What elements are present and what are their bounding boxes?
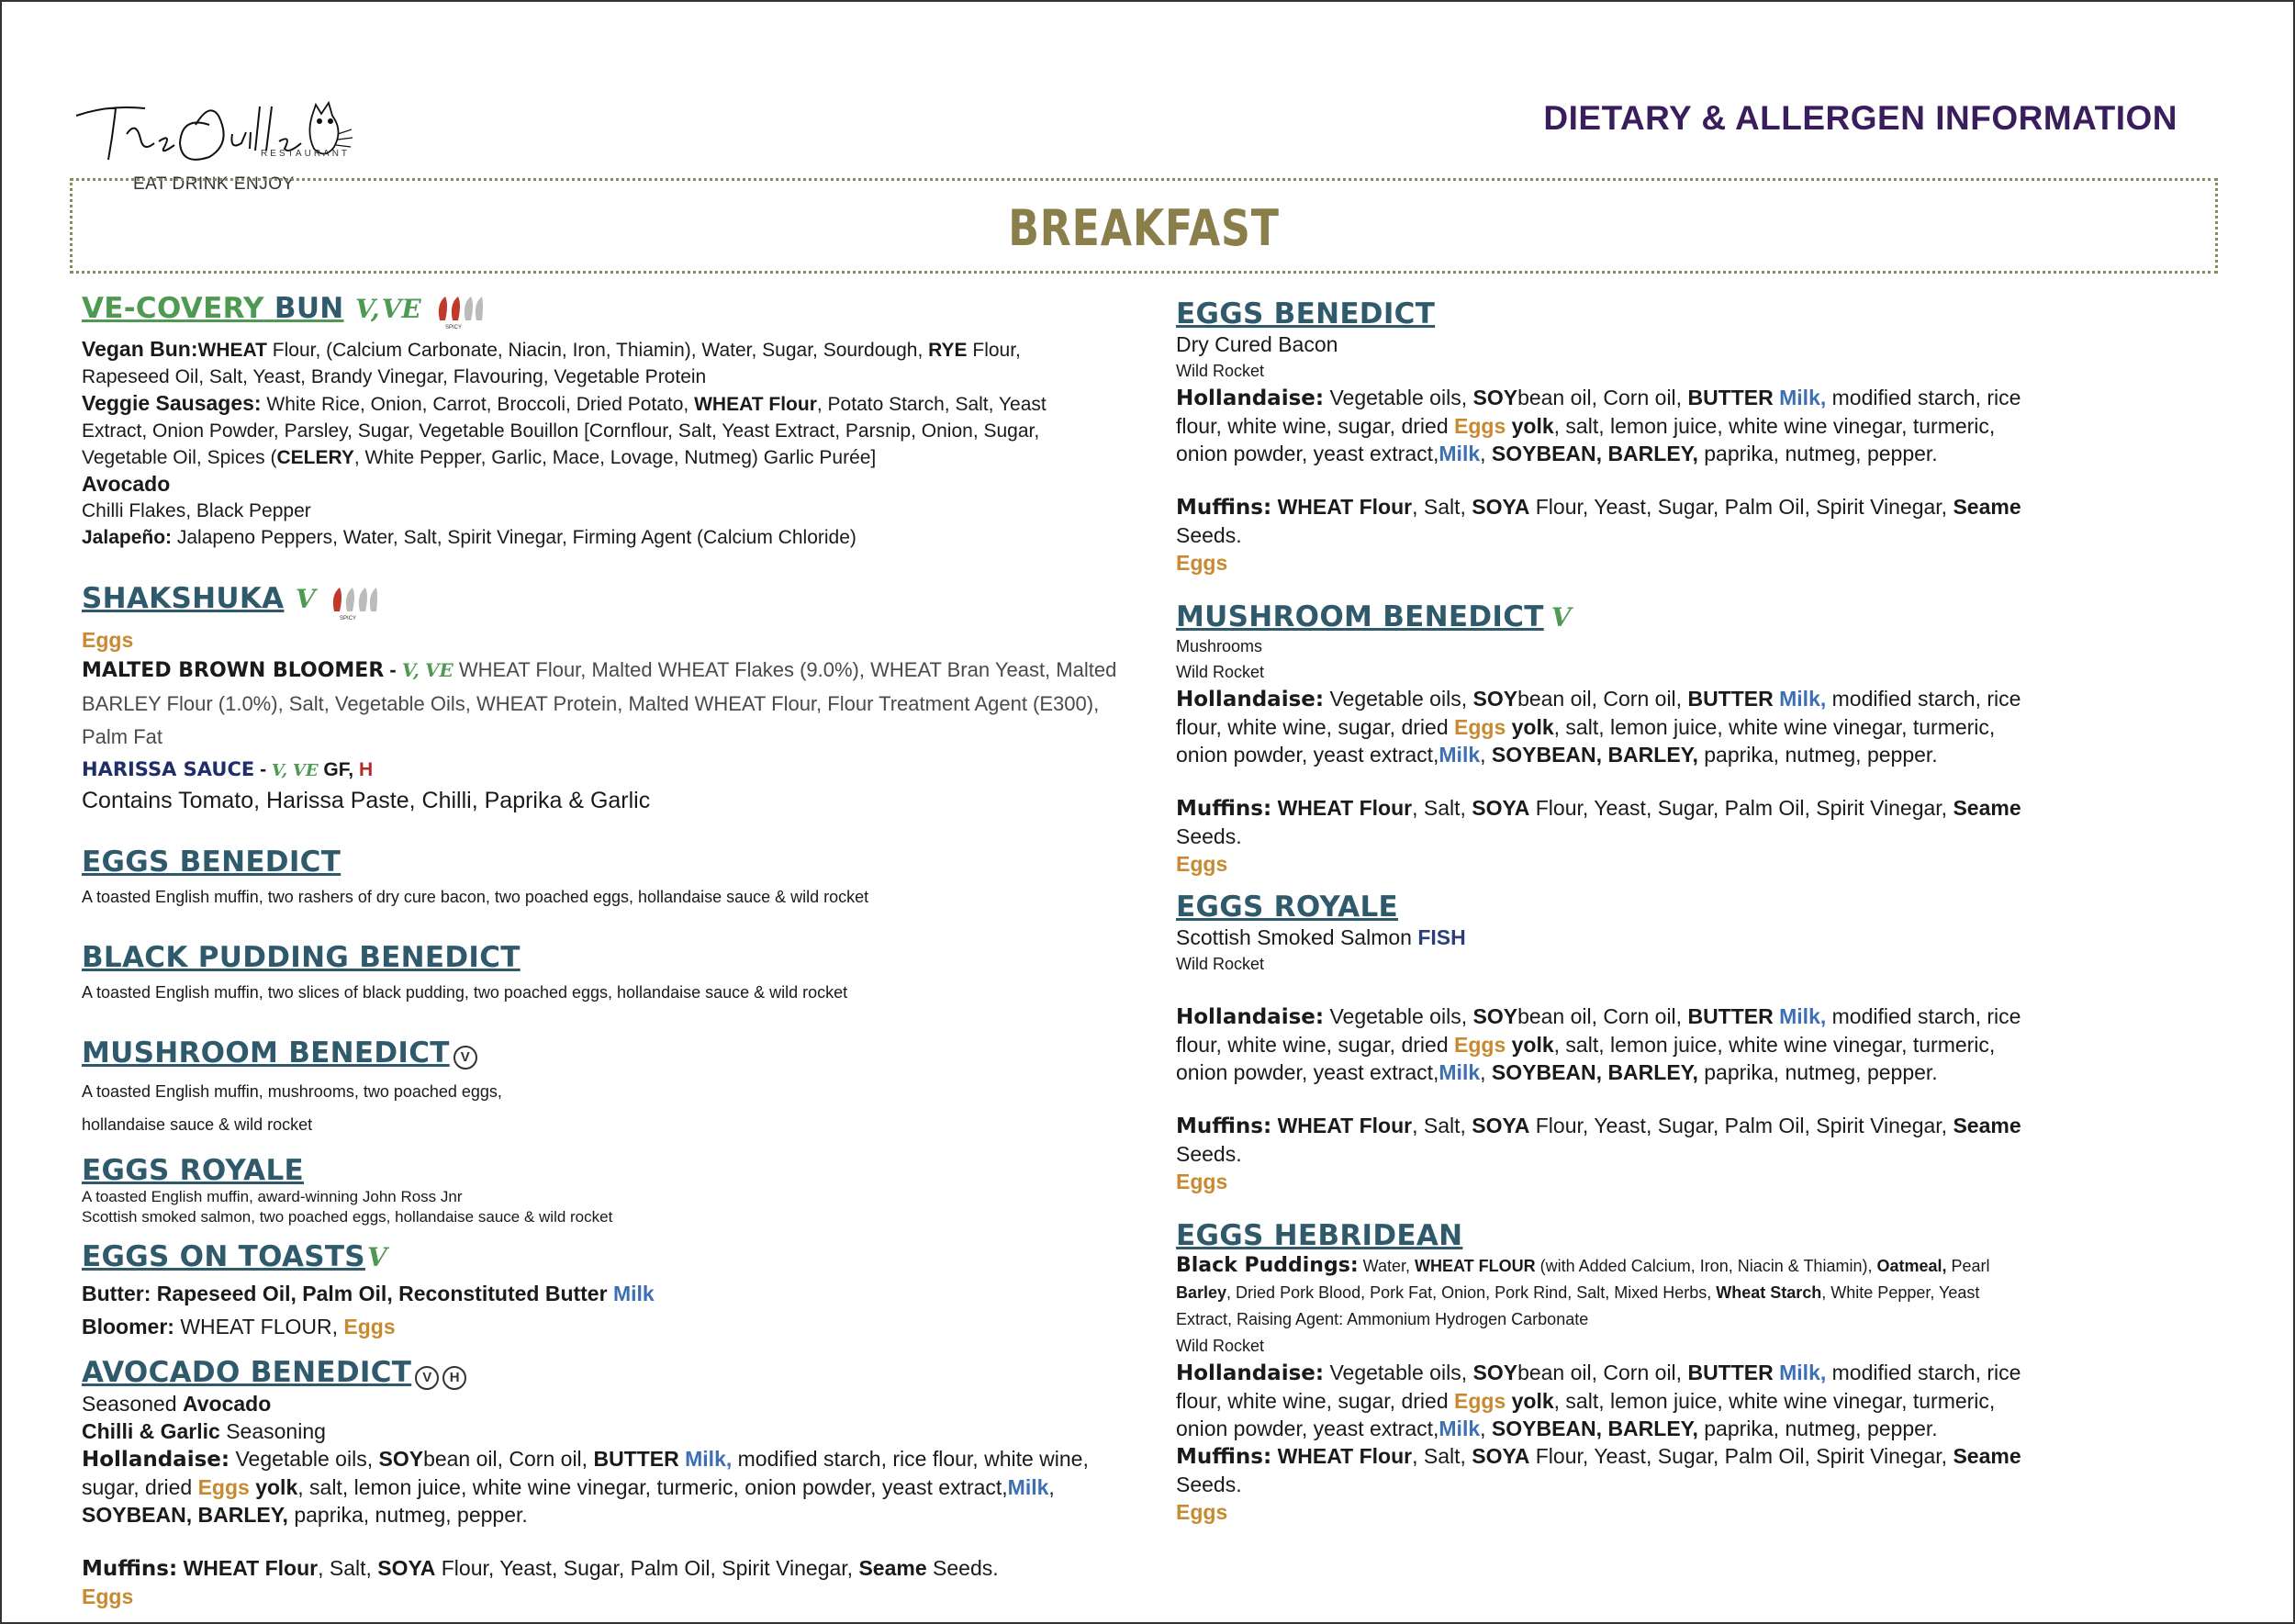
logo-subtext: RESTAURANT: [261, 149, 351, 159]
vegetarian-icon: V: [366, 1242, 387, 1273]
dish-title: VE-COVERY BUN: [82, 292, 344, 325]
dish-eggs-hebridean-allergens: EGGS HEBRIDEAN Black Puddings: Water, WHEAT FLOUR (with Added Calcium, Iron, Niacin & Thiamin), Oatmeal, Pearl Barley, Dried Pork Blood, Pork Fat, Onion, Pork Rind, Salt, Mixed Herbs, Wheat Starch, White Pepper, Yeast Extract, Raising Agent: Ammonium Hydrogen Carbonate Wild Rocket Hollandaise: Vegetable oils, SOYbean oil, Corn oil, BUTTER Milk, modified starch, rice flour, white wine, sugar, dried Eggs yolk, salt, lemon juice, white wine vinegar, turmeric, onion powder, yeast extract,Milk, SOYBEAN, BARLEY, paprika, nutmeg, pepper. Muffins: WHEAT Flour, Salt, SOYA Flour, Yeast, Sugar, Palm Oil, Spirit Vinegar, Seame Seeds. Eggs: [1176, 1219, 2021, 1524]
svg-text:SPICY: SPICY: [445, 325, 463, 330]
dish-avocado-benedict: AVOCADO BENEDICT V H Seasoned Avocado Chilli & Garlic Seasoning Hollandaise: Vegetable oils, SOYbean oil, Corn oil, BUTTER Milk, modified starch, rice flour, white wine, sugar, dried Eggs yolk, salt, lemon juice, white wine vinegar, turmeric, onion powder, yeast extract,Milk, SOYBEAN, BARLEY, paprika, nutmeg, pepper. Muffins: WHEAT Flour, Salt, SOYA Flour, Yeast, Sugar, Palm Oil, Spirit Vinegar, Seame Seeds. Eggs: [82, 1356, 1089, 1609]
vegan-icon: VE: [381, 294, 421, 324]
left-column: [82, 292, 1147, 1610]
dish-title: MUSHROOM BENEDICT: [82, 1036, 450, 1070]
dish-shakshuka: SHAKSHUKA V SPICY Eggs MALTED BROWN BLOOMER - V, VE WHEAT Flour, Malted WHEAT Flakes (9.0%), WHEAT Bran Yeast, Malted BARLEY Flour (1.0%), Salt, Vegetable Oils, WHEAT Protein, Malted WHEAT Flour, Flour Treatment Agent (E300), Palm Fat HARISSA SAUCE - V, VE GF, H Contains Tomato, Harissa Paste, Chilli, Paprika & Garlic: [82, 582, 1117, 813]
chili-spicy-icon: [327, 584, 378, 625]
dish-title: EGGS BENEDICT: [82, 845, 341, 879]
chili-spicy-icon: [432, 293, 484, 334]
dish-eggs-on-toasts: EGGS ON TOASTSV Butter: Rapeseed Oil, Palm Oil, Reconstituted Butter Milk Bloomer: WHEAT FLOUR, Eggs: [82, 1240, 655, 1339]
dish-title: EGGS BENEDICT: [1176, 297, 1436, 330]
vegetarian-icon: V: [295, 584, 316, 615]
dish-title: BLACK PUDDING BENEDICT: [82, 940, 521, 974]
dish-mushroom-benedict: MUSHROOM BENEDICT V A toasted English muffin, mushrooms, two poached eggs, hollandaise sauce & wild rocket: [82, 1036, 502, 1135]
vegetarian-icon: V: [1551, 602, 1572, 633]
dish-eggs-benedict-allergens: EGGS BENEDICT Dry Cured Bacon Wild Rocket Hollandaise: Vegetable oils, SOYbean oil, Corn oil, BUTTER Milk, modified starch, rice flour, white wine, sugar, dried Eggs yolk, salt, lemon juice, white wine vinegar, turmeric, onion powder, yeast extract,Milk, SOYBEAN, BARLEY, paprika, nutmeg, pepper. Muffins: WHEAT Flour, Salt, SOYA Flour, Yeast, Sugar, Palm Oil, Spirit Vinegar, Seame Seeds. Eggs: [1176, 297, 2021, 575]
halal-circle-icon: H: [442, 1366, 466, 1390]
dish-title: EGGS ROYALE: [82, 1154, 305, 1188]
dish-title: SHAKSHUKA: [82, 582, 285, 616]
dish-vecovery-bun: VE-COVERY BUN V,VE SPICY Vegan Bun:WHEAT Flour, (Calcium Carbonate, Niacin, Iron, Thiamin), Water, Sugar, Sourdough, RYE Flour, Rapeseed Oil, Salt, Yeast, Brandy Vinegar, Flavouring, Vegetable Protein Veggie Sausages: White Rice, Onion, Carrot, Broccoli, Dried Potato, WHEAT Flour, Potato Starch, Salt, Yeast Extract, Onion Powder, Parsley, Sugar, Vegetable Bouillon [Cornflour, Salt, Yeast Extract, Parsnip, Onion, Sugar, Vegetable Oil, Spices (CELERY, White Pepper, Garlic, Mace, Lovage, Nutmeg) Garlic Purée] Avocado Chilli Flakes, Black Pepper Jalapeño: Jalapeno Peppers, Water, Salt, Spirit Vinegar, Firming Agent (Calcium Chloride): [82, 292, 1047, 549]
vegetarian-icon: V: [355, 294, 371, 324]
dish-title: AVOCADO BENEDICT: [82, 1356, 412, 1390]
dish-title: EGGS ROYALE: [1176, 890, 1399, 924]
dish-title: EGGS HEBRIDEAN: [1176, 1219, 1463, 1252]
page-title: DIETARY & ALLERGEN INFORMATION: [1543, 99, 2177, 137]
svg-text:SPICY: SPICY: [340, 615, 357, 621]
dish-eggs-benedict: EGGS BENEDICT A toasted English muffin, two rashers of dry cure bacon, two poached eggs, hollandaise sauce & wild rocket: [82, 845, 869, 906]
dish-mushroom-benedict-allergens: MUSHROOM BENEDICT V Mushrooms Wild Rocket Hollandaise: Vegetable oils, SOYbean oil, Corn oil, BUTTER Milk, modified starch, rice flour, white wine, sugar, dried Eggs yolk, salt, lemon juice, white wine vinegar, turmeric, onion powder, yeast extract,Milk, SOYBEAN, BARLEY, paprika, nutmeg, pepper. Muffins: WHEAT Flour, Salt, SOYA Flour, Yeast, Sugar, Palm Oil, Spirit Vinegar, Seame Seeds. Eggs: [1176, 600, 2021, 876]
vegetarian-circle-icon: V: [415, 1366, 439, 1390]
dish-title: EGGS ON TOASTS: [82, 1240, 365, 1274]
dish-eggs-royale: EGGS ROYALE A toasted English muffin, award-winning John Ross Jnr Scottish smoked salmon, two poached eggs, hollandaise sauce & wild rocket: [82, 1154, 613, 1226]
right-column: [1176, 292, 2241, 1526]
dish-eggs-royale-allergens: EGGS ROYALE Scottish Smoked Salmon FISH Wild Rocket Hollandaise: Vegetable oils, SOYbean oil, Corn oil, BUTTER Milk, modified starch, rice flour, white wine, sugar, dried Eggs yolk, salt, lemon juice, white wine vinegar, turmeric, onion powder, yeast extract,Milk, SOYBEAN, BARLEY, paprika, nutmeg, pepper. Muffins: WHEAT Flour, Salt, SOYA Flour, Yeast, Sugar, Palm Oil, Spirit Vinegar, Seame Seeds. Eggs: [1176, 890, 2021, 1193]
dish-black-pudding-benedict: BLACK PUDDING BENEDICT A toasted English muffin, two slices of black pudding, two poached eggs, hollandaise sauce & wild rocket: [82, 940, 848, 1002]
dish-title: MUSHROOM BENEDICT: [1176, 600, 1544, 633]
section-banner: [70, 178, 2218, 274]
section-title: BREAKFAST: [1008, 199, 1280, 257]
tagline: EAT DRINK ENJOY: [133, 174, 295, 194]
vegetarian-circle-icon: V: [453, 1046, 477, 1070]
